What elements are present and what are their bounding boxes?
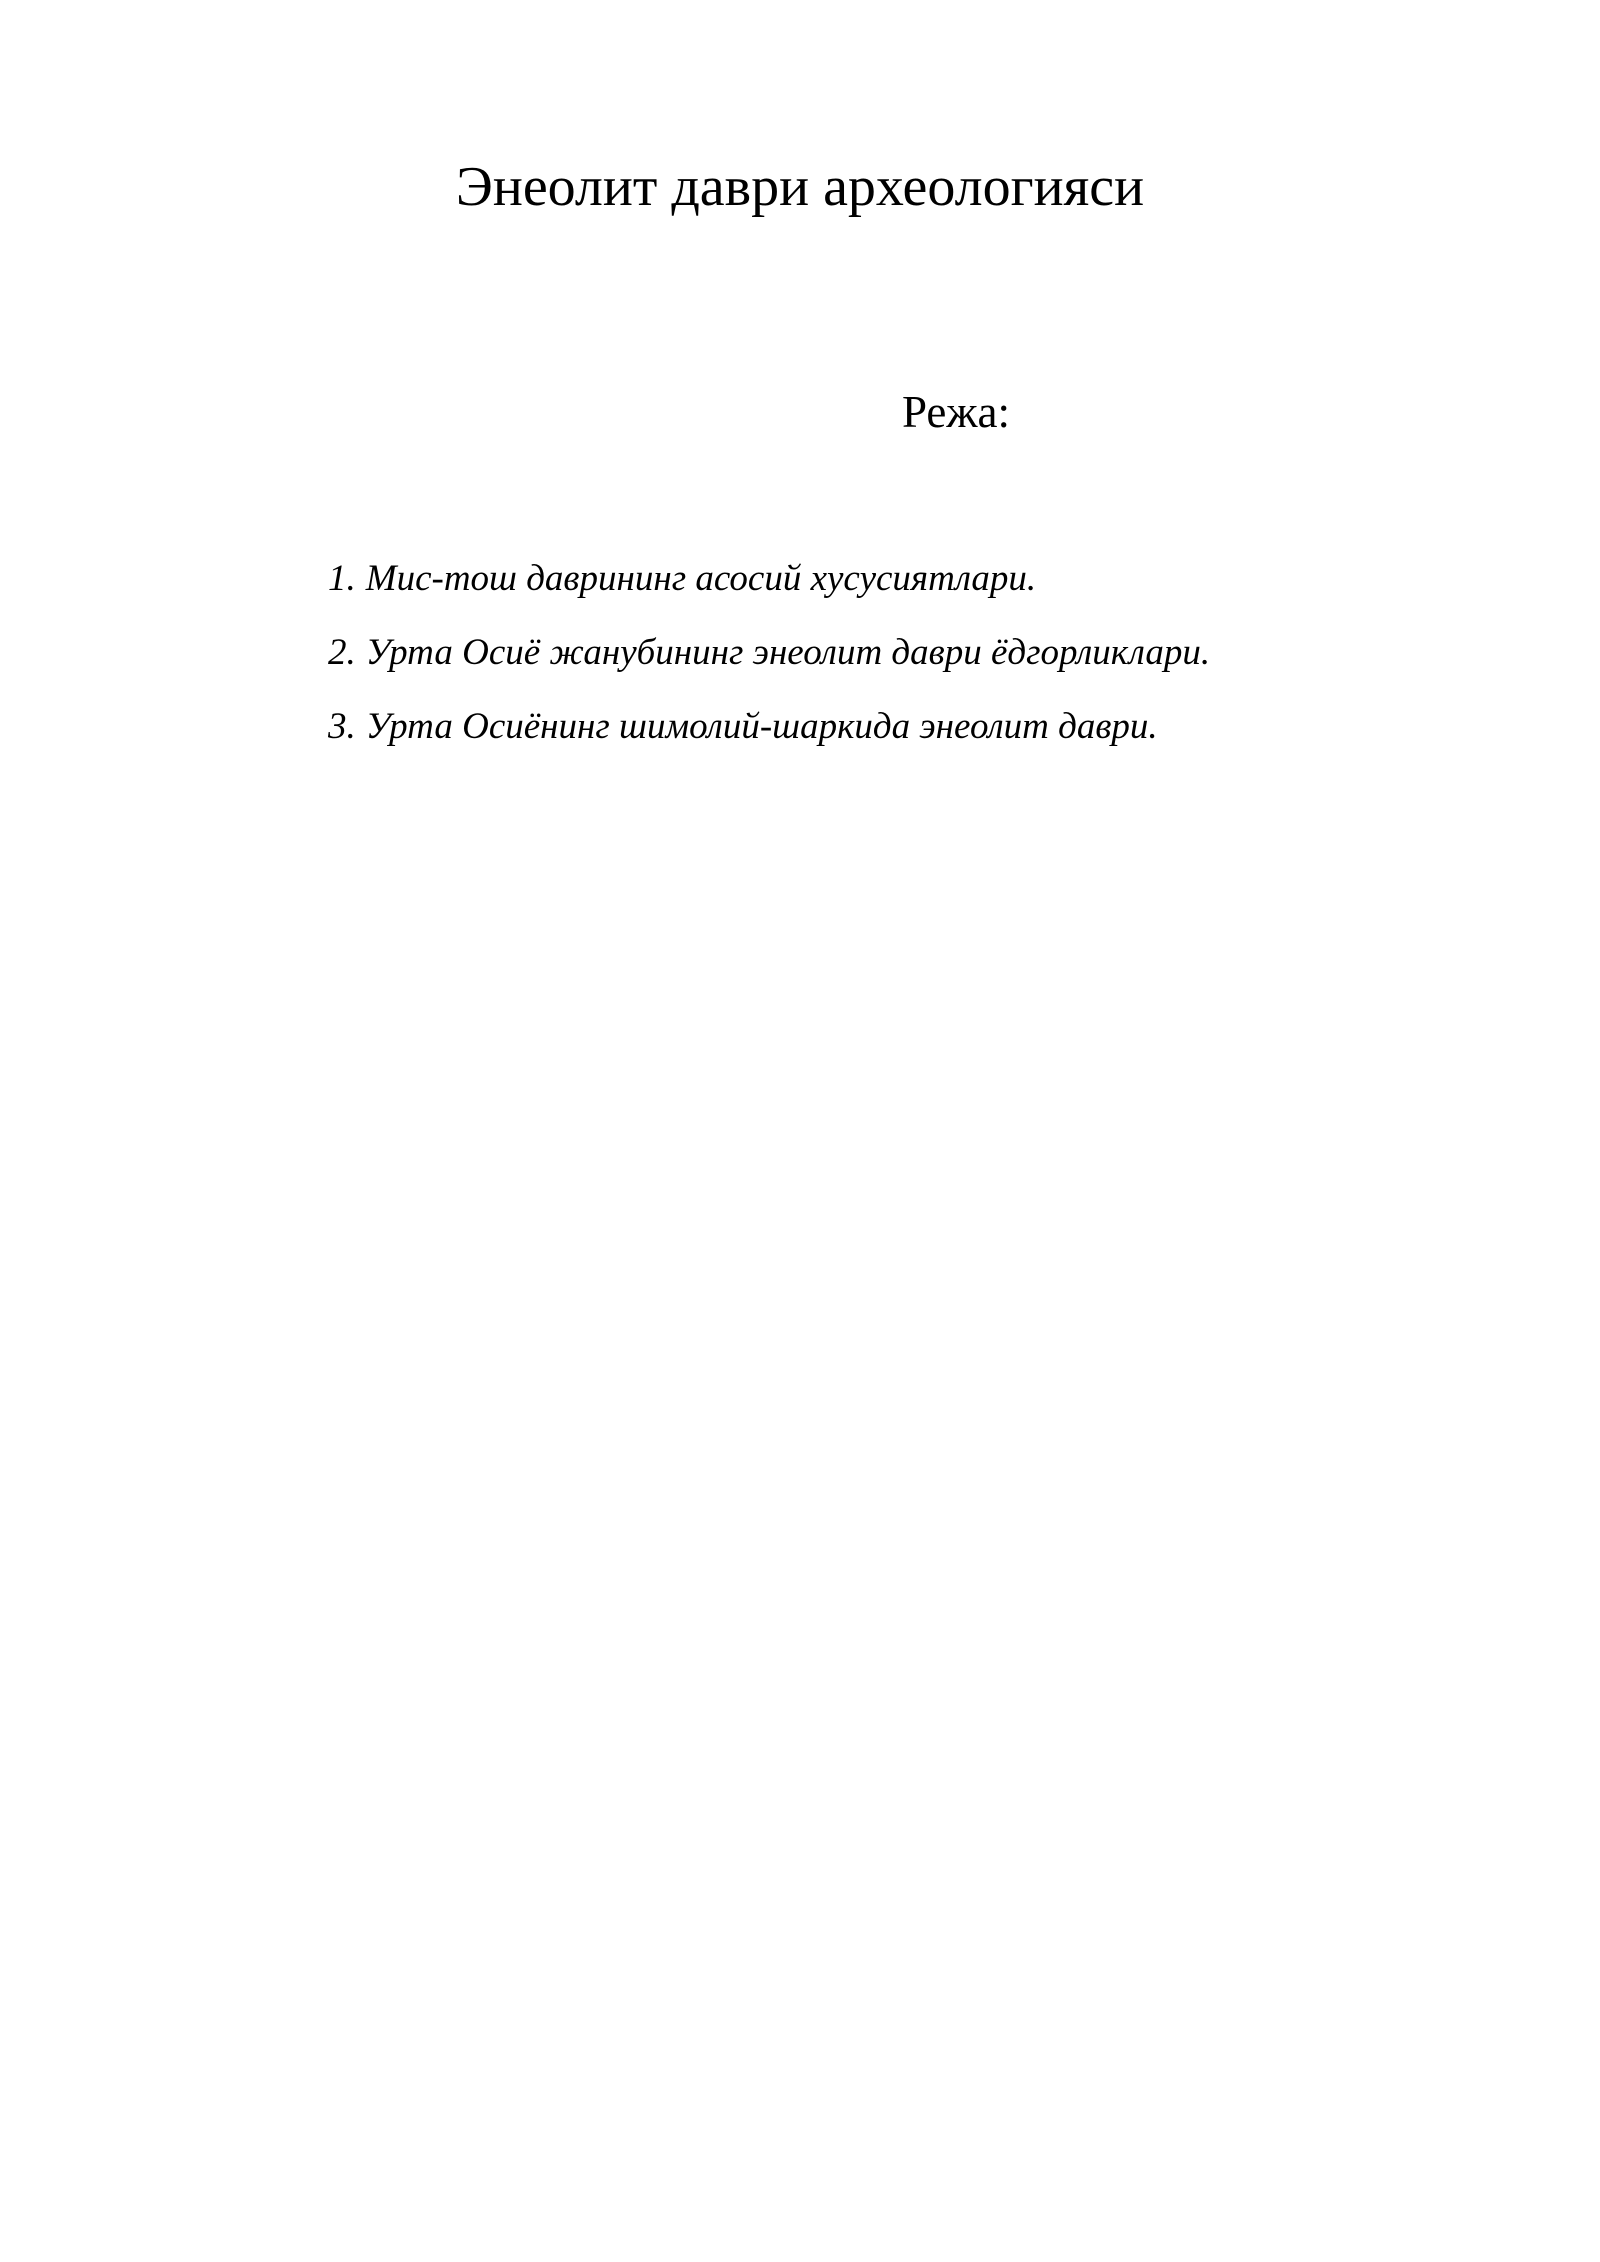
list-item-number: 1.: [328, 558, 356, 599]
list-item: [328, 630, 1210, 704]
list-item-number: 3.: [328, 706, 356, 747]
list-item-text: Урта Осиёнинг шимолий-шаркида энеолит даври.: [365, 706, 1158, 747]
list-item-number: 2.: [328, 632, 356, 673]
list-item: [328, 556, 1210, 630]
plan-heading: Режа:: [902, 387, 1010, 437]
list-item-text: Мис-тош даврининг асосий хусусиятлари.: [365, 558, 1037, 599]
list-item-text: Урта Осиё жанубининг энеолит даври ёдгорликлари.: [365, 632, 1211, 673]
plan-list: [328, 556, 1210, 778]
list-item: [328, 704, 1210, 778]
document-title: Энеолит даври археологияси: [455, 156, 1145, 218]
